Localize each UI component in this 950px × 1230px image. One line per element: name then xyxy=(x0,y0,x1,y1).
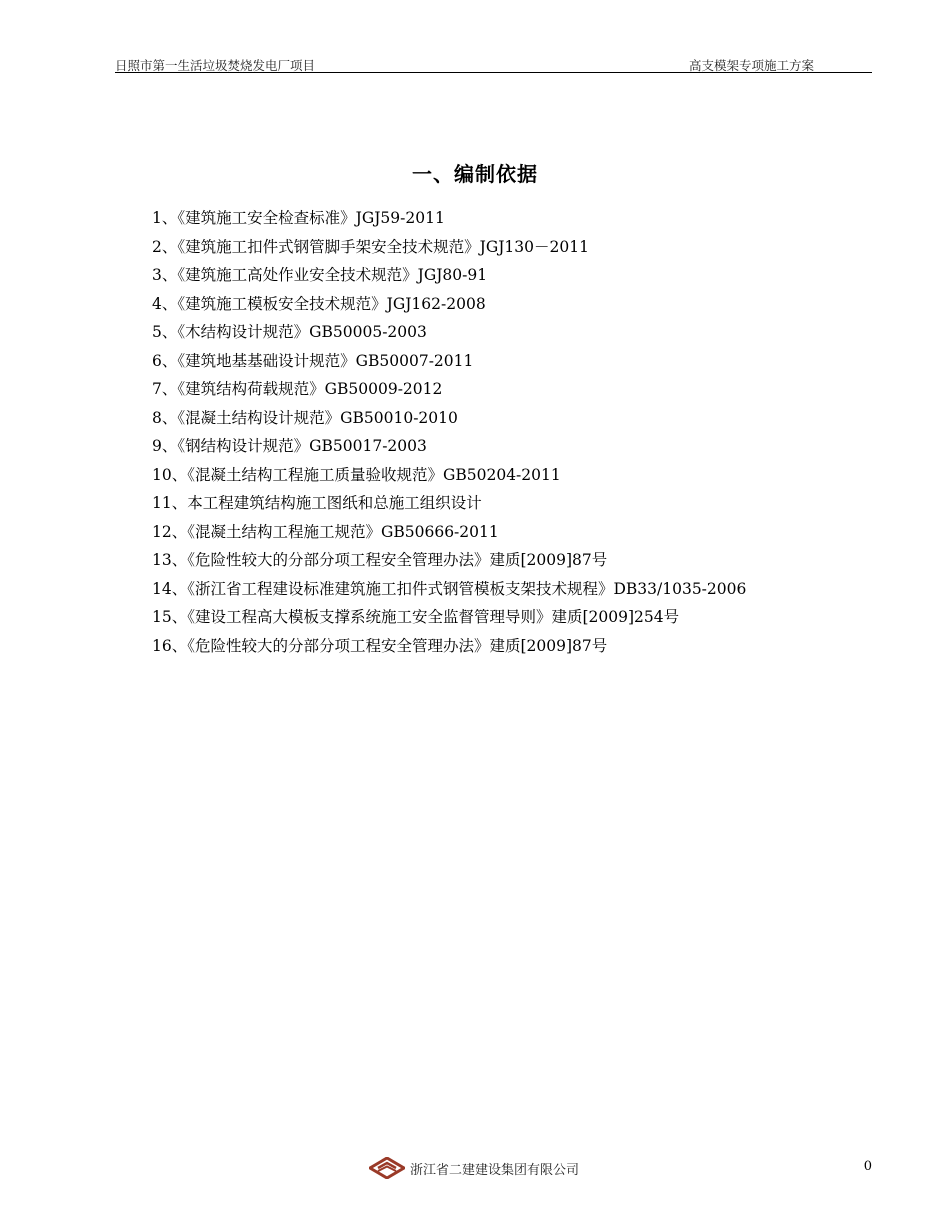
header-project-name: 日照市第一生活垃圾焚烧发电厂项目 xyxy=(115,58,316,73)
reference-item: 14、《浙江省工程建设标准建筑施工扣件式钢管模板支架技术规程》DB33/1035-2006 xyxy=(152,579,747,598)
reference-item: 4、《建筑施工模板安全技术规范》JGJ162-2008 xyxy=(152,294,486,313)
page-number: 0 xyxy=(863,1159,872,1174)
reference-item: 8、《混凝土结构设计规范》GB50010-2010 xyxy=(152,408,458,427)
reference-item: 2、《建筑施工扣件式钢管脚手架安全技术规范》JGJ130－2011 xyxy=(152,237,589,256)
page-header xyxy=(115,56,872,73)
company-logo-icon xyxy=(369,1157,405,1179)
section-title: 一、编制依据 xyxy=(412,162,538,186)
reference-list xyxy=(152,206,746,662)
reference-item: 12、《混凝土结构工程施工规范》GB50666-2011 xyxy=(152,522,499,541)
reference-item: 9、《钢结构设计规范》GB50017-2003 xyxy=(152,437,427,455)
reference-item: 11、本工程建筑结构施工图纸和总施工组织设计 xyxy=(152,494,482,512)
reference-item: 7、《建筑结构荷载规范》GB50009-2012 xyxy=(152,380,443,398)
reference-item: 6、《建筑地基基础设计规范》GB50007-2011 xyxy=(152,351,474,370)
header-document-title: 高支模架专项施工方案 xyxy=(688,58,814,73)
company-name: 浙江省二建建设集团有限公司 xyxy=(410,1163,580,1178)
reference-item: 15、《建设工程高大模板支撑系统施工安全监督管理导则》建质[2009]254号 xyxy=(152,608,680,626)
reference-item: 1、《建筑施工安全检查标准》JGJ59-2011 xyxy=(152,209,445,227)
reference-item: 13、《危险性较大的分部分项工程安全管理办法》建质[2009]87号 xyxy=(152,551,608,569)
reference-item: 3、《建筑施工高处作业安全技术规范》JGJ80-91 xyxy=(152,266,488,284)
reference-item: 16、《危险性较大的分部分项工程安全管理办法》建质[2009]87号 xyxy=(152,636,608,655)
page-footer xyxy=(0,1155,950,1181)
reference-item: 10、《混凝土结构工程施工质量验收规范》GB50204-2011 xyxy=(152,465,561,484)
reference-item: 5、《木结构设计规范》GB50005-2003 xyxy=(152,323,427,341)
